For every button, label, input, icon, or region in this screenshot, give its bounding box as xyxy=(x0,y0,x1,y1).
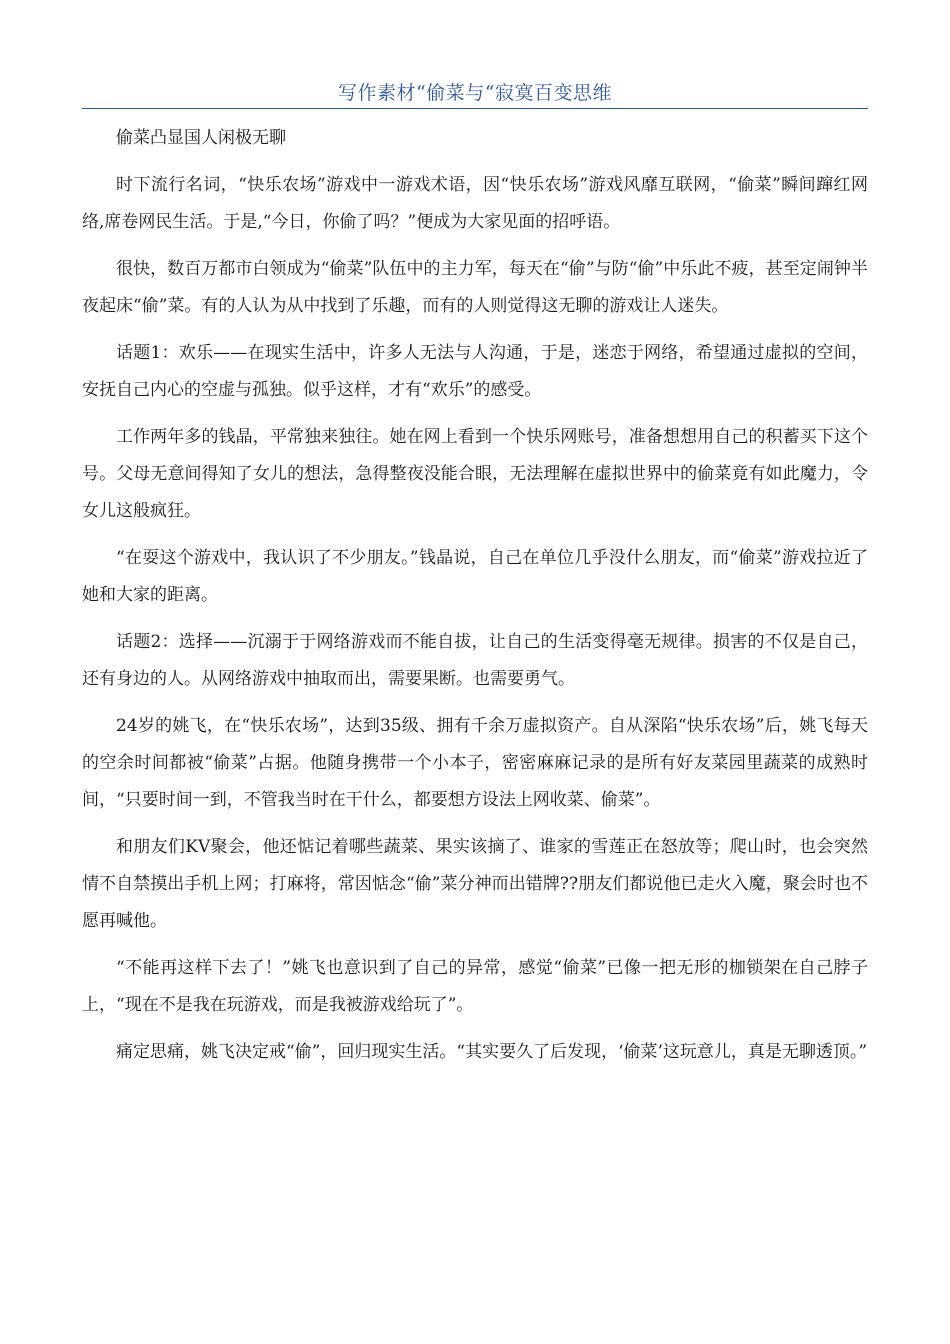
paragraph: “不能再这样下去了！”姚飞也意识到了自己的异常，感觉“偷菜”已像一把无形的枷锁架在自己脖子上，“现在不是我在玩游戏，而是我被游戏给玩了”。 xyxy=(82,958,868,1015)
paragraph: “在耍这个游戏中，我认识了不少朋友。”钱晶说，自己在单位几乎没什么朋友，而“偷菜”游戏拉近了她和大家的距离。 xyxy=(82,548,868,605)
document-body xyxy=(82,120,868,1071)
paragraph: 24岁的姚飞，在“快乐农场”，达到35级、拥有千余万虚拟资产。自从深陷“快乐农场”后，姚飞每天的空余时间都被“偷菜”占据。他随身携带一个小本子，密密麻麻记录的是所有好友菜园里蔬菜的成熟时间，“只要时间一到，不管我当时在干什么，都要想方设法上网收菜、偷菜”。 xyxy=(82,716,868,810)
paragraph: 时下流行名词，“快乐农场”游戏中一游戏术语，因“快乐农场”游戏风靡互联网，“偷菜”瞬间蹿红网络,席卷网民生活。于是,“今日，你偷了吗？”便成为大家见面的招呼语。 xyxy=(82,175,868,232)
paragraph: 工作两年多的钱晶，平常独来独往。她在网上看到一个快乐网账号，准备想想用自己的积蓄买下这个号。父母无意间得知了女儿的想法，急得整夜没能合眼，无法理解在虚拟世界中的偷菜竟有如此魔力，令女儿这般疯狂。 xyxy=(82,427,868,521)
paragraph: 痛定思痛，姚飞决定戒“偷”，回归现实生活。“其实要久了后发现，‘偷菜’这玩意儿，真是无聊透顶。” xyxy=(116,1042,868,1062)
page-header xyxy=(82,80,868,109)
paragraph: 很快，数百万都市白领成为“偷菜”队伍中的主力军，每天在“偷”与防“偷”中乐此不疲，甚至定闹钟半夜起床“偷”菜。有的人认为从中找到了乐趣，而有的人则觉得这无聊的游戏让人迷失。 xyxy=(82,259,868,316)
document-title: 写作素材“偷菜与“寂寞百变思维 xyxy=(338,82,612,104)
paragraph: 话题1：欢乐——在现实生活中，许多人无法与人沟通，于是，迷恋于网络，希望通过虚拟的空间，安抚自己内心的空虚与孤独。似乎这样，才有“欢乐”的感受。 xyxy=(82,343,868,400)
paragraph: 和朋友们KV聚会，他还惦记着哪些蔬菜、果实该摘了、谁家的雪莲正在怒放等；爬山时，也会突然情不自禁摸出手机上网；打麻将，常因惦念“偷”菜分神而出错牌??朋友们都说他已走火入魔，聚会时也不愿再喊他。 xyxy=(82,837,868,931)
paragraph: 话题2：选择——沉溺于于网络游戏而不能自拔，让自己的生活变得毫无规律。损害的不仅是自己，还有身边的人。从网络游戏中抽取而出，需要果断。也需要勇气。 xyxy=(82,632,868,689)
subheading: 偷菜凸显国人闲极无聊 xyxy=(116,128,286,148)
